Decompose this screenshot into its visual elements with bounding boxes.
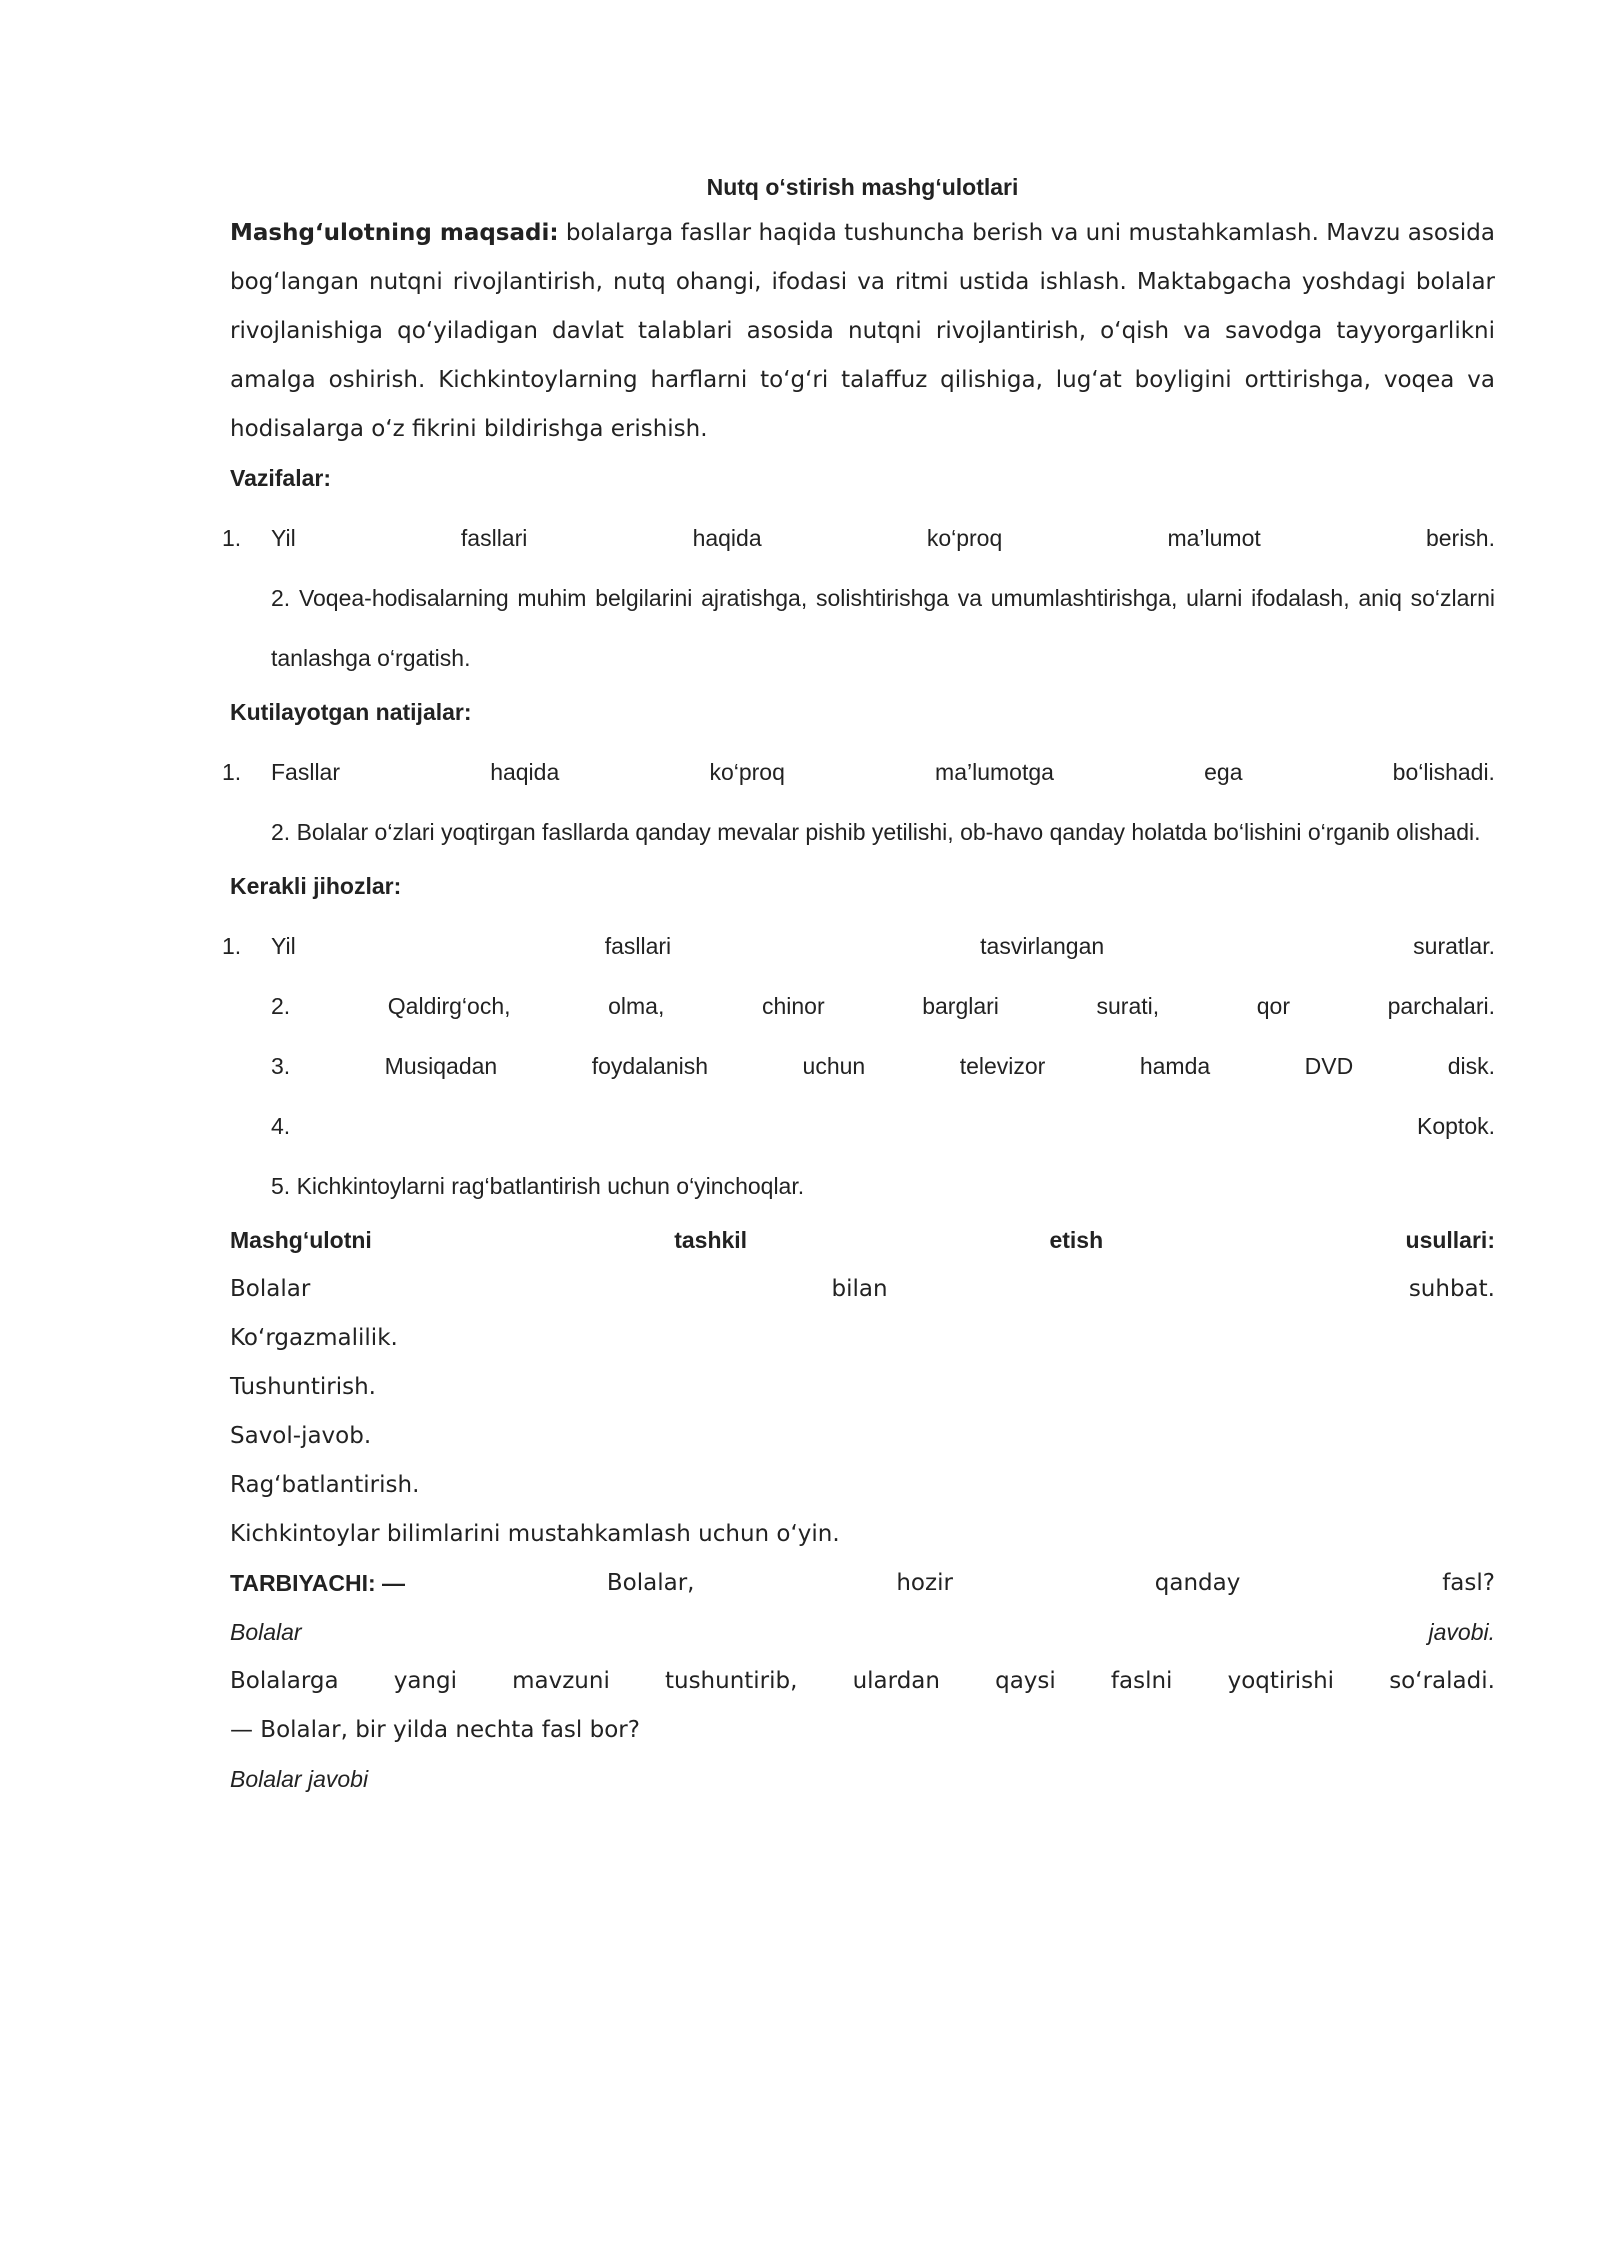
word: Bolalar xyxy=(230,1276,311,1302)
word: Yil xyxy=(271,525,296,551)
word: Qaldirg‘och, xyxy=(387,993,511,1019)
word: Musiqadan xyxy=(384,1053,498,1079)
question-line: — Bolalar, bir yilda nechta fasl bor? xyxy=(230,1717,640,1743)
word: Yil xyxy=(271,933,296,959)
word: Bolalar, xyxy=(606,1570,695,1596)
word: foydalanish xyxy=(591,1053,709,1079)
document-title: Nutq o‘stirish mashg‘ulotlari xyxy=(706,174,1019,200)
results-item-1 xyxy=(222,742,1495,802)
word: ko‘proq xyxy=(926,525,1003,551)
tasks-heading: Vazifalar: xyxy=(230,465,331,491)
list-number: 1. xyxy=(222,525,242,551)
word: suhbat. xyxy=(1408,1276,1495,1302)
methods-line-5: Rag‘batlantirish. xyxy=(230,1472,420,1498)
methods-line-6: Kichkintoylar bilimlarini mustahkamlash uchun o‘yin. xyxy=(230,1521,840,1547)
equipment-item-5: 5. Kichkintoylarni rag‘batlantirish uchun o‘yinchoqlar. xyxy=(271,1173,805,1199)
results-heading: Kutilayotgan natijalar: xyxy=(230,699,472,725)
goal-label: Mashg‘ulotning maqsadi: xyxy=(230,220,559,246)
word: qaysi xyxy=(995,1668,1056,1694)
word: suratlar. xyxy=(1413,933,1495,959)
word: disk. xyxy=(1447,1053,1495,1079)
word: hozir xyxy=(896,1570,953,1596)
word: qor xyxy=(1256,993,1290,1019)
word: fasl? xyxy=(1442,1570,1495,1596)
word: yangi xyxy=(393,1668,457,1694)
explain-line xyxy=(230,1657,1495,1706)
answer-line-1 xyxy=(230,1608,1495,1657)
word: fasllari xyxy=(460,525,528,551)
word: olma, xyxy=(608,993,665,1019)
word: fasllari xyxy=(604,933,672,959)
word: yoqtirishi xyxy=(1227,1668,1335,1694)
word: 2. xyxy=(271,993,291,1019)
methods-line-2: Ko‘rgazmalilik. xyxy=(230,1325,398,1351)
methods-line-1 xyxy=(230,1265,1495,1314)
word: bo‘lishadi. xyxy=(1392,759,1495,785)
word: mavzuni xyxy=(512,1668,610,1694)
list-number: 1. xyxy=(222,933,242,959)
word: uchun xyxy=(802,1053,866,1079)
word: faslni xyxy=(1110,1668,1173,1694)
word: Bolalarga xyxy=(230,1668,339,1694)
word: tushuntirib, xyxy=(664,1668,798,1694)
teacher-label: TARBIYACHI: — xyxy=(230,1570,406,1596)
tasks-item-2: 2. Voqea-hodisalarning muhim belgilarini ajratishga, solishtirishga va umumlashtirishga, ularni ifodalash, aniq so‘zlarni tanlashga o‘rgatish. xyxy=(271,585,1495,671)
results-item-2: 2. Bolalar o‘zlari yoqtirgan fasllarda qanday mevalar pishib yetilishi, ob-havo qanday holatda bo‘lishini o‘rganib olishadi. xyxy=(271,819,1481,845)
word: bilan xyxy=(831,1276,888,1302)
word: berish. xyxy=(1425,525,1495,551)
answer-line-2: Bolalar javobi xyxy=(230,1766,369,1792)
word: ma’lumot xyxy=(1167,525,1261,551)
word: surati, xyxy=(1096,993,1160,1019)
equipment-item-1 xyxy=(222,916,1495,976)
equipment-item-4 xyxy=(230,1096,1495,1156)
methods-line-4: Savol-javob. xyxy=(230,1423,372,1449)
word: ma’lumotga xyxy=(935,759,1054,785)
word: ega xyxy=(1204,759,1243,785)
word: Fasllar xyxy=(271,759,341,785)
word: chinor xyxy=(761,993,825,1019)
methods-heading xyxy=(230,1216,1495,1265)
equipment-item-2 xyxy=(230,976,1495,1036)
methods-line-3: Tushuntirish. xyxy=(230,1374,376,1400)
word: qanday xyxy=(1154,1570,1241,1596)
document-body xyxy=(222,165,1495,1804)
word: haqida xyxy=(692,525,762,551)
word: Koptok. xyxy=(1417,1113,1495,1139)
word: ko‘proq xyxy=(709,759,785,785)
word: parchalari. xyxy=(1387,993,1495,1019)
word: 4. xyxy=(271,1113,291,1139)
word: DVD xyxy=(1304,1053,1354,1079)
equipment-heading: Kerakli jihozlar: xyxy=(230,873,402,899)
tasks-item-1 xyxy=(222,508,1495,568)
word: televizor xyxy=(959,1053,1046,1079)
word: Mashg‘ulotni xyxy=(230,1227,372,1253)
word: 3. xyxy=(271,1053,291,1079)
word: tasvirlangan xyxy=(980,933,1105,959)
list-number: 1. xyxy=(222,759,242,785)
word: javobi. xyxy=(1428,1619,1495,1645)
word: hamda xyxy=(1139,1053,1211,1079)
word: barglari xyxy=(922,993,999,1019)
word: usullari: xyxy=(1405,1227,1495,1253)
equipment-item-3 xyxy=(230,1036,1495,1096)
word: so‘raladi. xyxy=(1389,1668,1495,1694)
goal-paragraph xyxy=(230,209,1495,454)
goal-text: bolalarga fasllar haqida tushuncha berish va uni mustahkamlash. Mavzu asosida bog‘langan nutqni rivojlantirish, nutq ohangi, ifodasi va ritmi ustida ishlash. Maktabgacha yoshdagi bolalar rivojlanishiga qo‘yiladigan davlat talablari asosida nutqni rivojlantirish, o‘qish va savodga tayyorgarlikni amalga oshirish. Kichkintoylarning harflarni to‘g‘ri talaffuz qilishiga, lug‘at boyligini orttirishga, voqea va hodisalarga o‘z fikrini bildirishga erishish. xyxy=(230,220,1495,442)
word: etish xyxy=(1049,1227,1104,1253)
teacher-line xyxy=(230,1559,1495,1608)
word: Bolalar xyxy=(230,1619,302,1645)
word: ulardan xyxy=(852,1668,940,1694)
word: haqida xyxy=(490,759,560,785)
word: tashkil xyxy=(674,1227,748,1253)
